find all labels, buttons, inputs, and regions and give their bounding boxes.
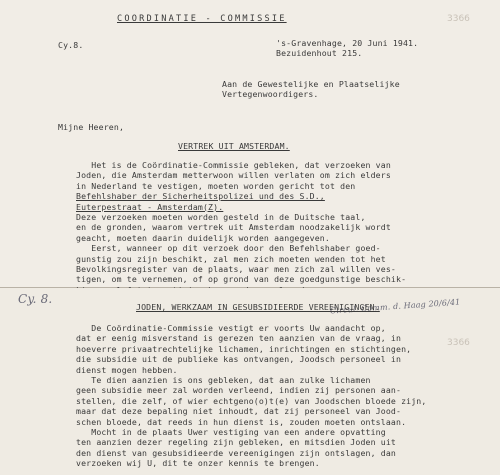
body-line: stellen, die zelf, of wier echtgeno(o)t(e) van Joodschen bloede zijn, xyxy=(76,395,427,406)
body-line: Bevolkingsregister van de plaats, waar men zich zal willen ves- xyxy=(76,263,396,274)
place-date: 's-Gravenhage, 20 Juni 1941. xyxy=(276,38,419,48)
body-line: Mocht in de plaats Uwer vestiging van een andere opvatting xyxy=(76,426,386,437)
body-line: Het is de Coördinatie-Commissie gebleken, dat verzoeken van xyxy=(76,160,391,170)
body-line: Te dien aanzien is ons gebleken, dat aan zulke lichamen xyxy=(76,374,371,385)
subject-heading-2: JODEN, WERKZAAM IN GESUBSIDIEERDE VEREENIGINGEN. xyxy=(136,302,380,312)
recipient-line-2: Vertegenwoordigers. xyxy=(222,89,319,99)
handwritten-annotation: Circul. Comm. d. Haag 20/6/41 xyxy=(329,297,461,316)
body-paragraphs-1 xyxy=(76,160,406,295)
body-line: dienst mogen hebben. xyxy=(76,364,178,375)
body-line: geacht, moeten daarin duidelijk worden aangegeven. xyxy=(76,232,330,243)
body-line: Eerst, wanneer op dit verzoek door den Befehlshaber goed- xyxy=(76,243,381,254)
body-line: gunstig zou zijn beschikt, zal men zich moeten wenden tot het xyxy=(76,253,386,264)
body-line: tigen, om te vernemen, of op grond van deze goedgunstige beschik- xyxy=(76,274,407,285)
body-line: verzoeken wij U, dit te onzer kennis te brengen. xyxy=(76,458,320,469)
body-line: dat er eenig misverstand is gerezen ten aanzien van de vraag, in xyxy=(76,333,402,344)
body-line: Euterpestraat - Amsterdam(Z). xyxy=(76,201,224,212)
pencil-mark-2: 3366 xyxy=(447,338,470,348)
body-line: maar dat deze bepaling niet inhoudt, dat zij personeel van Jood- xyxy=(76,406,402,417)
pencil-mark-1: 3366 xyxy=(447,14,470,24)
reference-code: Cy.8. xyxy=(58,40,84,50)
salutation: Mijne Heeren, xyxy=(58,122,125,132)
body-paragraphs-2 xyxy=(76,323,426,468)
letter-page-2 xyxy=(0,288,500,475)
sender-address: Bezuidenhout 215. xyxy=(276,48,363,58)
body-line: geen subsidie meer zal worden verleend, indien zij personen aan- xyxy=(76,385,402,396)
body-line: in Nederland te vestigen, moeten worden gericht tot den xyxy=(76,180,356,191)
body-line: ten aanzien dezer regeling zijn gebleken, en mitsdien Joden uit xyxy=(76,437,396,448)
body-line: Deze verzoeken moeten worden gesteld in de Duitsche taal, xyxy=(76,211,366,222)
body-line: schen bloede, dat reeds in hun dienst is, zouden moeten ontslaan. xyxy=(76,416,407,427)
body-line: De Coördinatie-Commissie vestigt er voorts Uw aandacht op, xyxy=(76,323,386,333)
subject-heading-1: VERTREK UIT AMSTERDAM. xyxy=(178,141,290,151)
body-line: den dienst van gesubsidieerde vereenigingen zijn ontslagen, dan xyxy=(76,447,396,458)
body-line: Befehlshaber der Sicherheitspolizei und des S.D., xyxy=(76,191,325,202)
body-line: hoeverre privaatrechtelijke lichamen, inrichtingen en stichtingen, xyxy=(76,343,412,354)
body-line: en de gronden, waarom vertrek uit Amsterdam noodzakelijk wordt xyxy=(76,222,391,233)
handwritten-reference: Cy. 8. xyxy=(18,292,53,306)
body-line: Joden, die Amsterdam metterwoon willen verlaten om zich elders xyxy=(76,170,391,181)
letterhead: COORDINATIE - COMMISSIE xyxy=(117,14,287,24)
recipient-line-1: Aan de Gewestelijke en Plaatselijke xyxy=(222,79,400,89)
body-line: die subsidie uit de publieke kas ontvangen, Joodsch personeel in xyxy=(76,354,402,365)
